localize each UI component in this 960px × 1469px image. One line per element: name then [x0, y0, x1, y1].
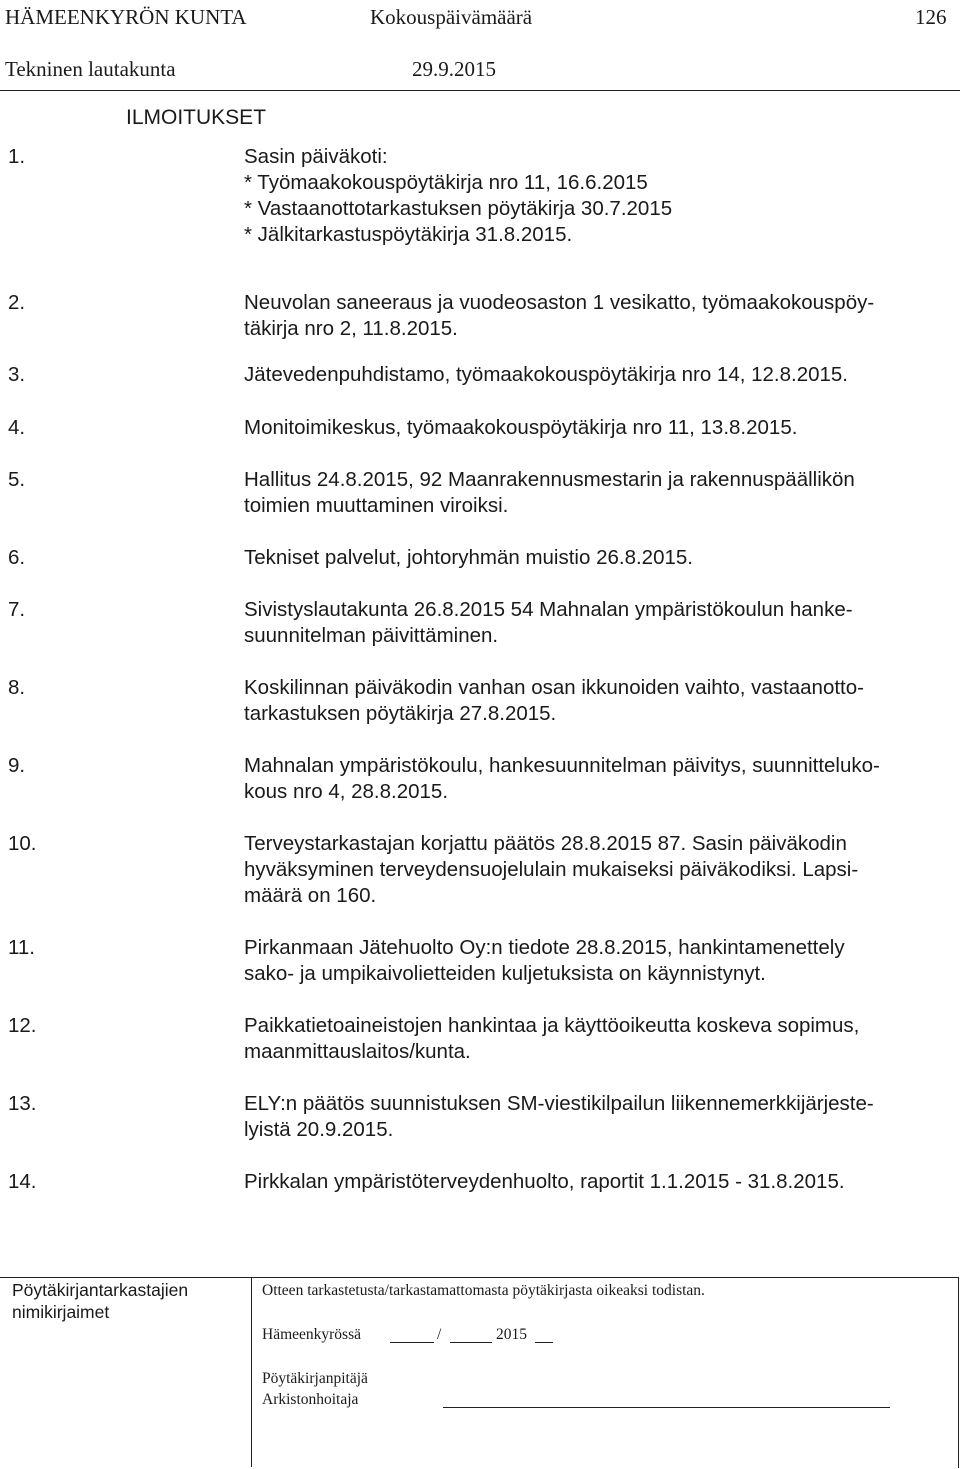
date-label: Kokouspäivämäärä: [370, 5, 533, 29]
item-text-line: maanmittauslaitos/kunta.: [244, 1040, 471, 1063]
inspectors-label-line-1: Pöytäkirjantarkastajien: [12, 1280, 189, 1300]
item-text-line: Pirkanmaan Jätehuolto Oy:n tiedote 28.8.2015, hankintamenettely: [244, 936, 845, 959]
item-text: [244, 935, 956, 987]
item-text-line: määrä on 160.: [244, 884, 377, 907]
date-slash: /: [437, 1326, 442, 1343]
item-number: 6.: [8, 546, 26, 569]
item-text-line: Paikkatietoaineistojen hankintaa ja käyttöoikeutta koskeva sopimus,: [244, 1014, 860, 1037]
item-text: [244, 467, 956, 519]
item-number: 10.: [8, 832, 37, 855]
item-text-line: kous nro 4, 28.8.2015.: [244, 780, 449, 803]
item-text-line: * Työmaakokouspöytäkirja nro 11, 16.6.2015: [244, 171, 648, 194]
meeting-date: 29.9.2015: [412, 57, 496, 81]
signature-box-divider: [251, 1277, 252, 1467]
secretary-label: Pöytäkirjanpitäjä: [262, 1370, 368, 1387]
item-number: 11.: [8, 936, 35, 959]
day-blank: [390, 1342, 434, 1343]
item-text: [244, 290, 956, 342]
item-text-line: hyväksyminen terveydensuojelulain mukaiseksi päiväkodiksi. Lapsi-: [244, 858, 859, 881]
item-text: [244, 1091, 956, 1143]
item-text-line: sako- ja umpikaivolietteiden kuljetuksista on käynnistynyt.: [244, 962, 766, 985]
item-text-line: Jätevedenpuhdistamo, työmaakokouspöytäkirja nro 14, 12.8.2015.: [244, 363, 848, 386]
item-text-line: Hallitus 24.8.2015, 92 Maanrakennusmestarin ja rakennuspäällikön: [244, 468, 855, 491]
year-blank: [535, 1342, 553, 1343]
archivist-label: Arkistonhoitaja: [262, 1391, 359, 1408]
item-text: [244, 675, 956, 727]
item-text: [244, 831, 956, 909]
item-number: 12.: [8, 1014, 37, 1037]
item-text-line: Koskilinnan päiväkodin vanhan osan ikkunoiden vaihto, vastaanotto-: [244, 676, 864, 699]
item-number: 3.: [8, 363, 26, 386]
section-title: ILMOITUKSET: [126, 106, 267, 129]
item-text: [244, 1169, 956, 1195]
item-number: 8.: [8, 676, 26, 699]
item-text-line: täkirja nro 2, 11.8.2015.: [244, 317, 458, 340]
item-text: [244, 545, 956, 571]
item-text-line: Sivistyslautakunta 26.8.2015 54 Mahnalan ympäristökoulun hanke-: [244, 598, 853, 621]
item-text-line: Monitoimikeskus, työmaakokouspöytäkirja nro 11, 13.8.2015.: [244, 416, 798, 439]
item-number: 9.: [8, 754, 26, 777]
item-text-line: * Jälkitarkastuspöytäkirja 31.8.2015.: [244, 223, 573, 246]
item-text-line: suunnitelman päivittäminen.: [244, 624, 499, 647]
page-number: 126: [915, 5, 947, 29]
item-text-line: toimien muuttaminen viroiksi.: [244, 494, 509, 517]
item-text-line: tarkastuksen pöytäkirja 27.8.2015.: [244, 702, 557, 725]
item-text: [244, 362, 956, 388]
month-blank: [450, 1342, 492, 1343]
item-text-line: Mahnalan ympäristökoulu, hankesuunnitelman päivitys, suunnitteluko-: [244, 754, 880, 777]
item-text-line: * Vastaanottotarkastuksen pöytäkirja 30.7.2015: [244, 197, 673, 220]
item-number: 13.: [8, 1092, 37, 1115]
municipality-name: HÄMEENKYRÖN KUNTA: [5, 5, 247, 29]
item-number: 2.: [8, 291, 26, 314]
item-number: 7.: [8, 598, 26, 621]
item-text-line: Tekniset palvelut, johtoryhmän muistio 26.8.2015.: [244, 546, 693, 569]
item-text-line: ELY:n päätös suunnistuksen SM-viestikilpailun liikennemerkkijärjeste-: [244, 1092, 874, 1115]
item-text: [244, 753, 956, 805]
inspectors-label-line-2: nimikirjaimet: [12, 1302, 110, 1322]
inspectors-initials-label: [12, 1279, 188, 1323]
place-date-line: [262, 1325, 361, 1345]
item-text-line: lyistä 20.9.2015.: [244, 1118, 394, 1141]
archivist-signature-line: [443, 1407, 890, 1408]
item-number: 1.: [8, 145, 26, 168]
item-text: [244, 597, 956, 649]
item-text-line: Pirkkalan ympäristöterveydenhuolto, raportit 1.1.2015 - 31.8.2015.: [244, 1170, 845, 1193]
board-name: Tekninen lautakunta: [5, 57, 176, 81]
item-text-line: Terveystarkastajan korjattu päätös 28.8.2015 87. Sasin päiväkodin: [244, 832, 847, 855]
year-text: 2015: [496, 1326, 527, 1343]
place-name: Hämeenkyrössä: [262, 1326, 361, 1343]
item-text-line: Neuvolan saneeraus ja vuodeosaston 1 vesikatto, työmaakokouspöy-: [244, 291, 875, 314]
item-text: [244, 144, 956, 248]
header-divider: [0, 90, 960, 91]
item-text: [244, 415, 956, 441]
item-number: 4.: [8, 416, 26, 439]
certification-text: Otteen tarkastetusta/tarkastamattomasta pöytäkirjasta oikeaksi todistan.: [262, 1282, 705, 1299]
item-text-line: Sasin päiväkoti:: [244, 145, 388, 168]
item-text: [244, 1013, 956, 1065]
item-number: 5.: [8, 468, 26, 491]
item-number: 14.: [8, 1170, 37, 1193]
